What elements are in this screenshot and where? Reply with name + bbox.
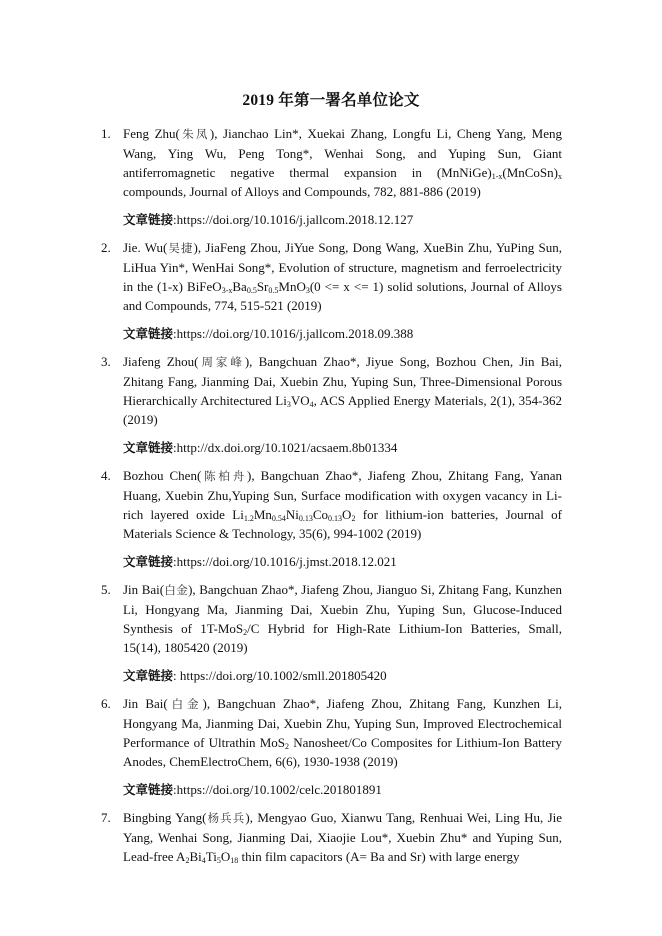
citation-text bbox=[123, 352, 562, 429]
item-number: 5. bbox=[101, 582, 111, 597]
formula-part: Ni bbox=[285, 507, 299, 522]
authors-text: Jin Bai( bbox=[123, 582, 165, 597]
separator: : bbox=[173, 212, 177, 227]
authors-text: Bozhou Chen( bbox=[123, 468, 202, 483]
authors-text: ), Bangchuan Zhao*, Jiyue Song, Bozhou Chen, Jin Bai, Zhitang Fang, Jianming Dai, Xuebin Zhu, Yuping Sun, Three-Dimensional Porous Hierarchically Architectured Li bbox=[123, 354, 562, 408]
item-number: 4. bbox=[101, 468, 111, 483]
formula-part: O bbox=[342, 507, 352, 522]
article-url[interactable]: https://doi.org/10.1002/celc.201801891 bbox=[176, 782, 382, 797]
separator: : bbox=[173, 668, 180, 683]
chinese-name: 白金 bbox=[164, 583, 189, 597]
publication-item bbox=[101, 124, 562, 229]
journal-text: , ACS Applied Energy Materials, 2(1), 354-362 (2019) bbox=[123, 393, 562, 427]
chinese-name: 杨兵兵 bbox=[206, 811, 246, 825]
item-number: 2. bbox=[101, 240, 111, 255]
page-title: 2019 年第一署名单位论文 bbox=[242, 92, 420, 109]
formula-part: Bi bbox=[189, 849, 202, 864]
subscript: 2 bbox=[351, 514, 356, 523]
chinese-name: 陈柏舟 bbox=[201, 469, 248, 483]
authors-text: ), Bangchuan Zhao*, Jiafeng Zhou, Jianguo Si, Zhitang Fang, Kunzhen Li, Hongyang Ma, Jianming Dai, Xuebin Zhu, Yuping Sun, Glucose-Induced Synthesis of 1T-MoS bbox=[123, 582, 563, 636]
article-url[interactable]: http://dx.doi.org/10.1021/acsaem.8b01334 bbox=[176, 440, 398, 455]
formula-part: Mn bbox=[253, 507, 272, 522]
article-url[interactable]: https://doi.org/10.1016/j.jallcom.2018.09.388 bbox=[176, 326, 414, 341]
chinese-name: 吴捷 bbox=[167, 241, 194, 255]
link-label: 文章链接 bbox=[123, 554, 174, 569]
subscript: 4 bbox=[309, 400, 314, 409]
article-link-row bbox=[123, 552, 562, 571]
subscript: 18 bbox=[230, 856, 239, 865]
article-link-row bbox=[123, 666, 562, 685]
subscript: 5 bbox=[216, 856, 221, 865]
citation-text bbox=[123, 808, 562, 866]
journal-text: thin film capacitors (A= Ba and Sr) with large energy bbox=[238, 849, 520, 864]
formula-part: Ba bbox=[232, 279, 247, 294]
journal-text: Nanosheet/Co Composites for Lithium-Ion Battery Anodes, ChemElectroChem, 6(6), 1930-1938 (2019) bbox=[123, 735, 562, 769]
item-number: 1. bbox=[101, 126, 111, 141]
authors-text: ), Jianchao Lin*, Xuekai Zhang, Longfu Li, Cheng Yang, Meng Wang, Ying Wu, Peng Tong*, Wenhai Song, and Yuping Sun, Giant antiferromagnetic negative thermal expansion in (MnNiGe) bbox=[123, 126, 562, 180]
subscript: 1-x bbox=[491, 172, 503, 181]
subscript: 0.5 bbox=[246, 286, 257, 295]
subscript: 1.2 bbox=[243, 514, 254, 523]
formula-part: Co bbox=[312, 507, 329, 522]
publication-item bbox=[101, 238, 562, 343]
publication-item bbox=[101, 694, 562, 799]
link-label: 文章链接 bbox=[123, 440, 174, 455]
authors-text: ), Bangchuan Zhao*, Jiafeng Zhou, Zhitang Fang, Kunzhen Li, Hongyang Ma, Jianming Dai, Xuebin Zhu, Yuping Sun, Improved Electrochemical Performance of Ultrathin MoS bbox=[123, 696, 563, 750]
authors-text: Bingbing Yang( bbox=[123, 810, 207, 825]
separator: : bbox=[173, 326, 177, 341]
formula-part: (MnCoSn) bbox=[502, 165, 558, 180]
separator: : bbox=[173, 782, 177, 797]
citation-text bbox=[123, 466, 562, 543]
article-url[interactable]: https://doi.org/10.1016/j.jallcom.2018.12.127 bbox=[176, 212, 414, 227]
authors-text: Feng Zhu( bbox=[123, 126, 180, 141]
authors-text: ), Mengyao Guo, Xianwu Tang, Renhuai Wei, Ling Hu, Jie Yang, Wenhai Song, Jianming Dai, Xiaojie Lou*, Xuebin Zhu* and Yuping Sun, Lead-free A bbox=[123, 810, 563, 864]
journal-text: (0 <= x <= 1) solid solutions, Journal of Alloys and Compounds, 774, 515-521 (2019) bbox=[123, 279, 562, 313]
subscript: 0.5 bbox=[268, 286, 279, 295]
chinese-name: 周家峰 bbox=[198, 355, 245, 369]
subscript: 0.54 bbox=[271, 514, 286, 523]
subscript: 2 bbox=[285, 742, 290, 751]
authors-text: Jin Bai( bbox=[123, 696, 168, 711]
article-link-row bbox=[123, 324, 562, 343]
authors-text: ), Bangchuan Zhao*, Jiafeng Zhou, Zhitang Fang, Yanan Huang, Xuebin Zhu,Yuping Sun, Surface modification with oxygen vacancy in Li-rich layered oxide Li bbox=[123, 468, 562, 522]
separator: : bbox=[173, 440, 177, 455]
item-number: 3. bbox=[101, 354, 111, 369]
formula-part: MnO bbox=[278, 279, 306, 294]
article-url[interactable]: https://doi.org/10.1016/j.jmst.2018.12.021 bbox=[176, 554, 397, 569]
article-link-row bbox=[123, 780, 562, 799]
journal-text: for lithium-ion batteries, Journal of Materials Science & Technology, 35(6), 994-1002 (2019) bbox=[123, 507, 562, 541]
link-label: 文章链接 bbox=[123, 326, 174, 341]
chinese-name: 朱凤 bbox=[179, 127, 210, 141]
article-link-row bbox=[123, 210, 562, 229]
article-url[interactable]: https://doi.org/10.1002/smll.201805420 bbox=[179, 668, 387, 683]
link-label: 文章链接 bbox=[123, 668, 174, 683]
article-link-row bbox=[123, 438, 562, 457]
link-label: 文章链接 bbox=[123, 212, 174, 227]
separator: : bbox=[173, 554, 177, 569]
subscript: 3-x bbox=[221, 286, 233, 295]
journal-text: /C Hybrid for High-Rate Lithium-Ion Batteries, Small, 15(14), 1805420 (2019) bbox=[123, 621, 562, 655]
publication-item bbox=[101, 580, 562, 685]
chinese-name: 白金 bbox=[167, 697, 203, 711]
link-label: 文章链接 bbox=[123, 782, 174, 797]
authors-text: ), JiaFeng Zhou, JiYue Song, Dong Wang, XueBin Zhu, YuPing Sun, LiHua Yin*, WenHai Song*, Evolution of structure, magnetism and ferroelectricity in the (1-x) BiFeO bbox=[123, 240, 562, 294]
authors-text: Jie. Wu( bbox=[123, 240, 168, 255]
journal-text: compounds, Journal of Alloys and Compounds, 782, 881-886 (2019) bbox=[123, 184, 481, 199]
subscript: 3 bbox=[286, 400, 291, 409]
citation-text bbox=[123, 694, 562, 771]
publication-item bbox=[101, 808, 562, 866]
item-number: 6. bbox=[101, 696, 111, 711]
publication-item bbox=[101, 466, 562, 571]
formula-part: Sr bbox=[256, 279, 269, 294]
publication-item bbox=[101, 352, 562, 457]
citation-text bbox=[123, 238, 562, 315]
item-number: 7. bbox=[101, 810, 111, 825]
subscript: 3 bbox=[305, 286, 310, 295]
subscript: 2 bbox=[243, 628, 248, 637]
subscript: x bbox=[558, 172, 562, 181]
subscript: 4 bbox=[201, 856, 206, 865]
subscript: 2 bbox=[185, 856, 190, 865]
subscript: 0.13 bbox=[328, 514, 343, 523]
citation-text bbox=[123, 124, 562, 201]
authors-text: Jiafeng Zhou( bbox=[123, 354, 199, 369]
formula-part: Ti bbox=[205, 849, 217, 864]
formula-part: O bbox=[220, 849, 231, 864]
formula-part: VO bbox=[290, 393, 310, 408]
subscript: 0.13 bbox=[298, 514, 313, 523]
citation-text bbox=[123, 580, 562, 657]
publication-list bbox=[101, 124, 562, 866]
